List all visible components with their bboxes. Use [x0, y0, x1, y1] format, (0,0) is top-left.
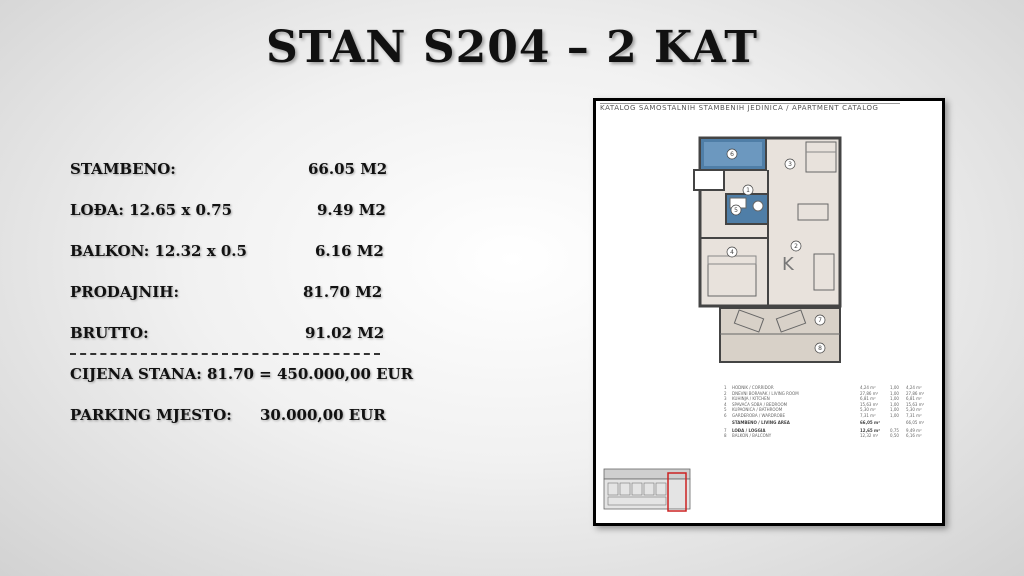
- room-number: 6: [730, 151, 734, 158]
- spec-row-parking: [70, 406, 386, 424]
- spec-row-balkon: [70, 242, 384, 260]
- spec-row-brutto: [70, 324, 385, 342]
- dashed-divider: [70, 353, 380, 355]
- entry-recess: [694, 170, 724, 190]
- spec-label: BRUTTO:: [70, 324, 149, 342]
- chair-symbol: K: [782, 254, 794, 275]
- table-row: 4 SPAVAĆA SOBA / BEDROOM 15,63 m² 1,00 15,63 m²: [724, 401, 925, 407]
- spec-label: PARKING MJESTO:: [70, 406, 232, 424]
- spec-value: 81.70 M2: [303, 283, 383, 301]
- building-floor: [604, 479, 690, 509]
- spec-value: 9.49 M2: [317, 201, 386, 219]
- room-table: [724, 385, 949, 439]
- spec-value: 91.02 M2: [305, 324, 385, 342]
- table-row: 8 BALKON / BALCONY 12,32 m² 0,50 6,16 m²: [724, 433, 922, 438]
- room-number: 7: [818, 317, 822, 324]
- floor-plan: [686, 128, 846, 368]
- room-number: 1: [746, 187, 750, 194]
- site-key-plan: [602, 467, 692, 517]
- spec-label: BALKON: 12.32 x 0.5: [70, 242, 247, 260]
- table-row: 6 GARDEROBA / WARDROBE 7,31 m² 1,00 7,31 m²: [724, 412, 922, 418]
- catalog-header: KATALOG SAMOSTALNIH STAMBENIH JEDINICA / APARTMENT CATALOG: [600, 103, 900, 112]
- toilet-fixture: [753, 201, 763, 211]
- spec-label: PRODAJNIH:: [70, 283, 179, 301]
- table-row: 2 DNEVNI BORAVAK / LIVING ROOM 27,86 m² 1,00 27,86 m²: [724, 390, 925, 396]
- spec-row-prodajnih: [70, 283, 383, 301]
- spec-label: STAMBENO:: [70, 160, 176, 178]
- spec-value: 30.000,00 EUR: [260, 406, 386, 424]
- table-row: 3 KUHINJA / KITCHEN 6,81 m² 1,00 6,81 m²: [724, 396, 922, 401]
- room-number: 3: [788, 161, 792, 168]
- spec-row-stambeno: [70, 160, 388, 178]
- room-number: 2: [794, 243, 798, 250]
- price-text: CIJENA STANA: 81.70 = 450.000,00 EUR: [70, 365, 414, 383]
- room-number: 8: [818, 345, 822, 352]
- spec-value: 6.16 M2: [315, 242, 384, 260]
- building-roof: [604, 469, 690, 479]
- page-title: STAN S204 – 2 KAT: [266, 22, 758, 73]
- spec-row-loda: [70, 201, 386, 219]
- spec-value: 66.05 M2: [308, 160, 388, 178]
- spec-label: LOĐA: 12.65 x 0.75: [70, 201, 233, 219]
- table-row: 1 HODNIK / CORRIDOR 4,24 m² 1,00 4,24 m²: [724, 385, 922, 390]
- price-line: [70, 365, 413, 383]
- room-number: 5: [734, 207, 738, 214]
- table-row: 5 KUPAONICA / BATHROOM 5,30 m² 1,00 5,30 m²: [724, 407, 922, 412]
- room-number: 4: [730, 249, 734, 256]
- table-row: 7 LOĐA / LOGGIA 12,65 m² 0,75 9,49 m²: [724, 427, 922, 433]
- catalog-document: [593, 98, 945, 526]
- table-summary-row: STAMBENO / LIVING AREA 66,05 m² 66,05 m²: [732, 420, 925, 425]
